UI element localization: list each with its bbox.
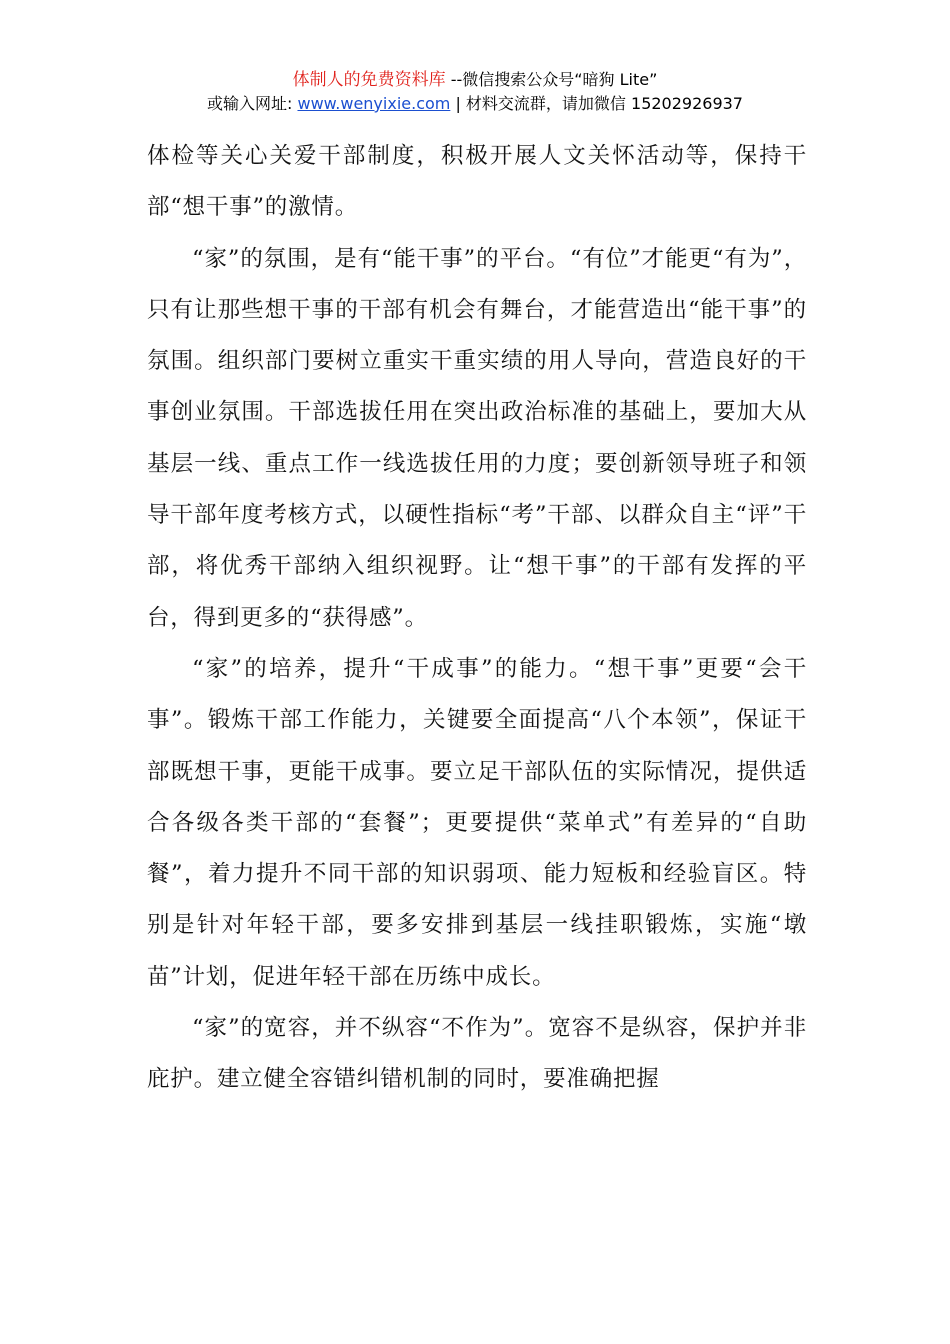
contact-info: | 材料交流群，请加微信 15202926937 [450, 94, 743, 113]
paragraph: “家”的氛围，是有“能干事”的平台。“有位”才能更“有为”，只有让那些想干事的干部有机会有舞台，才能营造出“能干事”的氛围。组织部门要树立重实干重实绩的用人导向，营造良好的干事创业氛围。干部选拔任用在突出政治标准的基础上，要加大从基层一线、重点工作一线选拔任用的力度；要创新领导班子和领导干部年度考核方式，以硬性指标“考”干部、以群众自主“评”干部，将优秀干部纳入组织视野。让“想干事”的干部有发挥的平台，得到更多的“获得感”。 [147, 245, 807, 631]
document-body [147, 131, 807, 1106]
url-prefix: 或输入网址: [207, 94, 298, 113]
header-line-2 [0, 92, 950, 116]
brand-suffix: --微信搜索公众号“暗狗 Lite” [445, 70, 658, 89]
page-header [0, 68, 950, 116]
website-link[interactable]: www.wenyixie.com [297, 94, 451, 113]
brand-title: 体制人的免费资料库 [292, 70, 446, 90]
paragraph: “家”的培养，提升“干成事”的能力。“想干事”更要“会干事”。锻炼干部工作能力，关键要全面提高“八个本领”，保证干部既想干事，更能干成事。要立足干部队伍的实际情况，提供适合各级各类干部的“套餐”；更要提供“菜单式”有差异的“自助餐”，着力提升不同干部的知识弱项、能力短板和经验盲区。特别是针对年轻干部，要多安排到基层一线挂职锻炼，实施“墩苗”计划，促进年轻干部在历练中成长。 [147, 655, 807, 990]
paragraph: 体检等关心关爱干部制度，积极开展人文关怀活动等，保持干部“想干事”的激情。 [147, 143, 807, 221]
paragraph: “家”的宽容，并不纵容“不作为”。宽容不是纵容，保护并非庇护。建立健全容错纠错机制的同时，要准确把握 [147, 1015, 807, 1093]
header-line-1 [0, 68, 950, 92]
